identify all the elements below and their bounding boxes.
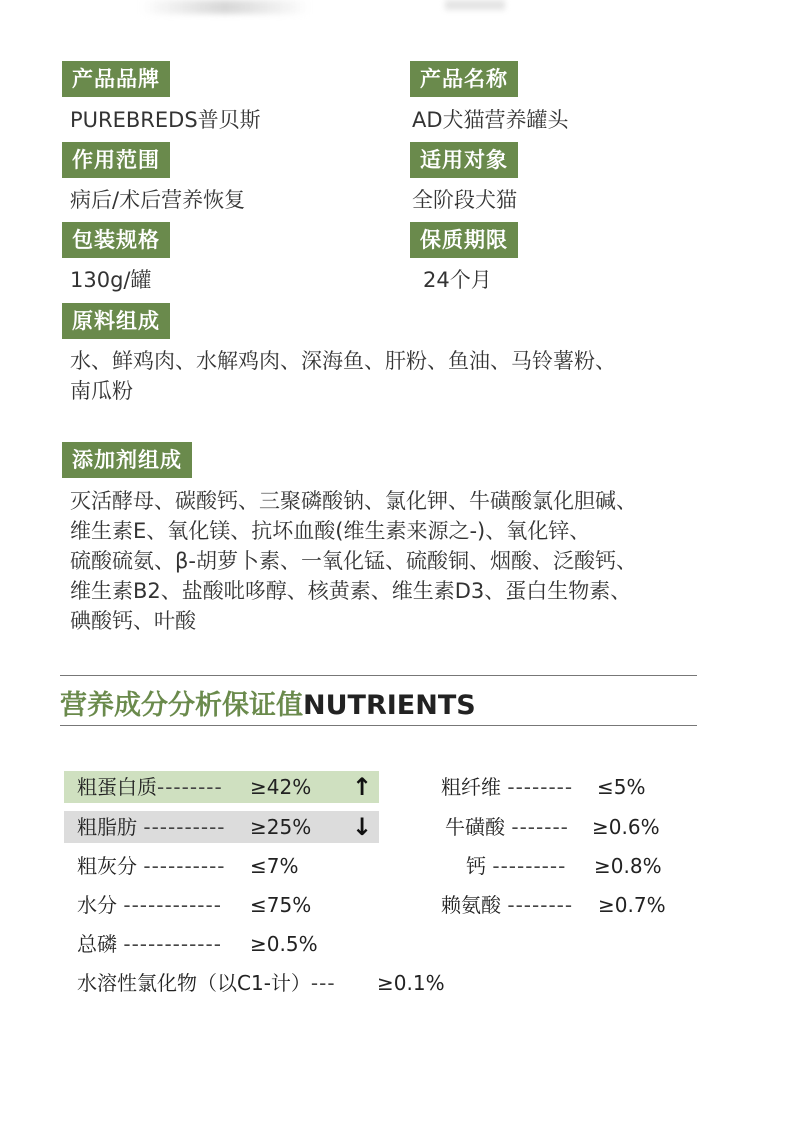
- nutrient-row: 水分 ------------: [77, 893, 222, 917]
- nutrient-value: ≥42%: [250, 775, 312, 799]
- additives-line: 碘酸钙、叶酸: [70, 609, 196, 633]
- spec-value: 130g/罐: [70, 268, 152, 292]
- nutrient-value: ≥0.7%: [598, 893, 666, 917]
- nutrients-title-cn: 营养成分分析保证值: [60, 690, 303, 721]
- ingredients-line: 水、鲜鸡肉、水解鸡肉、深海鱼、肝粉、鱼油、马铃薯粉、: [70, 349, 616, 373]
- spec-label: 包装规格: [62, 222, 170, 258]
- nutrient-row: 粗蛋白质--------: [77, 775, 223, 799]
- nutrient-row: 水溶性氯化物（以C1-计）---: [77, 971, 336, 995]
- additives-line: 维生素E、氧化镁、抗坏血酸(维生素来源之-)、氧化锌、: [70, 519, 591, 543]
- nutrient-name: 水溶性氯化物（以C1-计）: [77, 971, 311, 995]
- nutrients-title-en: NUTRIENTS: [303, 690, 476, 721]
- additives-line: 维生素B2、盐酸吡哆醇、核黄素、维生素D3、蛋白生物素、: [70, 579, 632, 603]
- section-divider-top: [60, 675, 697, 676]
- nutrient-value: ≥0.1%: [377, 971, 445, 995]
- nutrient-name: 总磷: [77, 932, 117, 956]
- nutrient-name: 钙: [466, 854, 486, 878]
- product-name-label: 产品名称: [410, 61, 518, 97]
- nutrient-row: 总磷 ------------: [77, 932, 222, 956]
- ingredients-label: 原料组成: [62, 303, 170, 339]
- nutrient-row: 粗脂肪 ----------: [77, 815, 226, 839]
- nutrient-name: 粗脂肪: [77, 815, 137, 839]
- brand-value: PUREBREDS普贝斯: [70, 108, 261, 132]
- additives-line: 硫酸硫氨、β-胡萝卜素、一氧化锰、硫酸铜、烟酸、泛酸钙、: [70, 549, 637, 573]
- nutrient-value: ≥0.6%: [592, 815, 660, 839]
- nutrient-value: ≤75%: [250, 893, 312, 917]
- nutrient-value: ≥25%: [250, 815, 312, 839]
- ingredients-line: 南瓜粉: [70, 379, 133, 403]
- brand-label: 产品品牌: [62, 61, 170, 97]
- scope-value: 病后/术后营养恢复: [70, 188, 246, 212]
- nutrient-row: 赖氨酸 --------: [441, 893, 574, 917]
- shelf-life-value: 24个月: [423, 268, 492, 292]
- product-name-value: AD犬猫营养罐头: [412, 108, 569, 132]
- top-blur-fragment-2: [445, 0, 505, 10]
- nutrient-value: ≤7%: [250, 854, 299, 878]
- target-value: 全阶段犬猫: [412, 188, 517, 212]
- arrow-down-icon: ↓: [352, 813, 373, 841]
- top-blur-fragment: [140, 0, 310, 14]
- shelf-life-label: 保质期限: [410, 222, 518, 258]
- additives-label: 添加剂组成: [62, 442, 192, 478]
- additives-line: 灭活酵母、碳酸钙、三聚磷酸钠、氯化钾、牛磺酸氯化胆碱、: [70, 489, 637, 513]
- nutrient-name: 粗蛋白质: [77, 775, 157, 799]
- nutrient-value: ≤5%: [597, 775, 646, 799]
- nutrient-row: 钙 ---------: [466, 854, 567, 878]
- section-divider-bottom: [60, 725, 697, 726]
- nutrient-name: 赖氨酸: [441, 893, 501, 917]
- target-label: 适用对象: [410, 142, 518, 178]
- arrow-up-icon: ↑: [352, 773, 373, 801]
- nutrient-name: 牛磺酸: [445, 815, 505, 839]
- nutrient-row: 牛磺酸 -------: [445, 815, 569, 839]
- nutrient-row: 粗灰分 ----------: [77, 854, 226, 878]
- nutrient-value: ≥0.5%: [250, 932, 318, 956]
- nutrient-name: 水分: [77, 893, 117, 917]
- nutrient-name: 粗灰分: [77, 854, 137, 878]
- scope-label: 作用范围: [62, 142, 170, 178]
- nutrient-name: 粗纤维: [441, 775, 501, 799]
- nutrient-row: 粗纤维 --------: [441, 775, 574, 799]
- nutrient-value: ≥0.8%: [594, 854, 662, 878]
- nutrients-title: [60, 683, 476, 722]
